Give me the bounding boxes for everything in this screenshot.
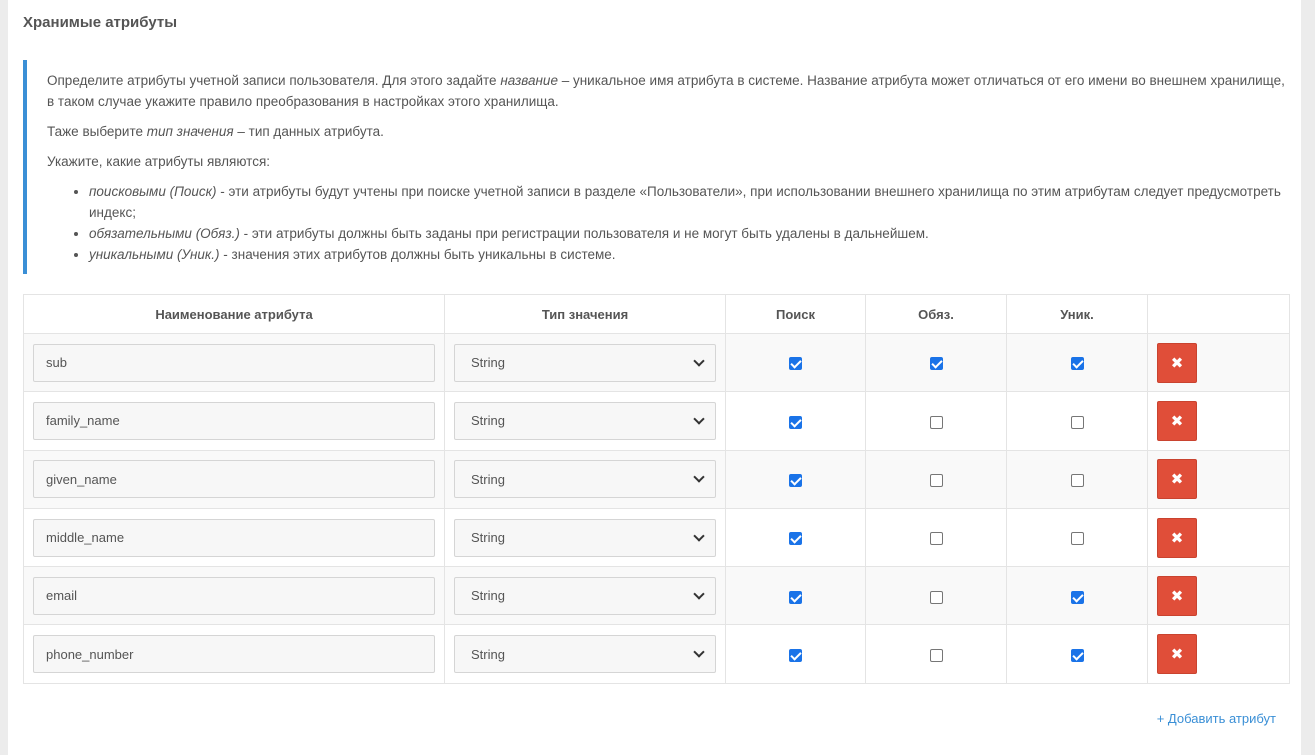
name-cell — [24, 392, 445, 450]
unique-cell — [1007, 508, 1148, 566]
unique-cell — [1007, 567, 1148, 625]
close-icon: ✖ — [1170, 529, 1184, 547]
attribute-name-input[interactable]: email — [33, 577, 435, 615]
chevron-down-icon — [693, 413, 704, 424]
actions-cell — [1148, 625, 1290, 683]
search-checkbox[interactable] — [789, 416, 802, 429]
unique-checkbox[interactable] — [1071, 357, 1084, 370]
name-cell — [24, 334, 445, 392]
value-type-selected: String — [471, 530, 505, 546]
actions-cell — [1148, 450, 1290, 508]
unique-cell — [1007, 625, 1148, 683]
required-checkbox[interactable] — [930, 416, 943, 429]
unique-checkbox[interactable] — [1071, 649, 1084, 662]
panel-title: Хранимые атрибуты — [23, 14, 178, 31]
chevron-down-icon — [693, 588, 704, 599]
delete-attribute-button[interactable] — [1157, 343, 1197, 383]
search-cell — [726, 450, 866, 508]
delete-attribute-button[interactable] — [1157, 634, 1197, 674]
required-checkbox[interactable] — [930, 357, 943, 370]
required-cell — [866, 567, 1007, 625]
search-cell — [726, 392, 866, 450]
value-type-select[interactable] — [454, 344, 716, 382]
chevron-down-icon — [693, 530, 704, 541]
required-cell — [866, 450, 1007, 508]
value-type-select[interactable] — [454, 635, 716, 673]
required-checkbox[interactable] — [930, 649, 943, 662]
unique-checkbox[interactable] — [1071, 532, 1084, 545]
table-row — [24, 334, 1290, 392]
value-type-selected: String — [471, 355, 505, 371]
scrollbar-track[interactable] — [1301, 0, 1315, 755]
type-cell — [445, 450, 726, 508]
actions-cell — [1148, 567, 1290, 625]
search-checkbox[interactable] — [789, 474, 802, 487]
attribute-name-input[interactable]: phone_number — [33, 635, 435, 673]
value-type-select[interactable] — [454, 577, 716, 615]
add-attribute-link[interactable]: + Добавить атрибут — [1156, 711, 1276, 726]
table-row — [24, 625, 1290, 683]
required-cell — [866, 392, 1007, 450]
value-type-select[interactable] — [454, 460, 716, 498]
column-header-required: Обяз. — [866, 295, 1007, 334]
required-cell — [866, 508, 1007, 566]
column-header-name: Наименование атрибута — [24, 295, 445, 334]
table-row — [24, 508, 1290, 566]
chevron-down-icon — [693, 646, 704, 657]
required-checkbox[interactable] — [930, 474, 943, 487]
close-icon: ✖ — [1170, 412, 1184, 430]
column-header-actions — [1148, 295, 1290, 334]
info-paragraph-1: Определите атрибуты учетной записи пользователя. Для этого задайте название – уникальное имя атрибута в системе. Название атрибута может отличаться от его имени во внешнем хранилище, в таком случае укажите правило преобразования в настройках этого хранилища. — [47, 73, 1285, 109]
value-type-selected: String — [471, 588, 505, 604]
search-cell — [726, 625, 866, 683]
attribute-name-input[interactable]: family_name — [33, 402, 435, 440]
stored-attributes-panel — [8, 0, 1301, 755]
column-header-unique: Уник. — [1007, 295, 1148, 334]
chevron-down-icon — [693, 355, 704, 366]
unique-checkbox[interactable] — [1071, 591, 1084, 604]
chevron-down-icon — [693, 472, 704, 483]
search-cell — [726, 508, 866, 566]
search-checkbox[interactable] — [789, 591, 802, 604]
name-cell — [24, 567, 445, 625]
close-icon: ✖ — [1170, 587, 1184, 605]
unique-cell — [1007, 334, 1148, 392]
unique-cell — [1007, 392, 1148, 450]
required-cell — [866, 625, 1007, 683]
type-cell — [445, 567, 726, 625]
delete-attribute-button[interactable] — [1157, 518, 1197, 558]
info-paragraph-3: Укажите, какие атрибуты являются: — [47, 154, 271, 169]
delete-attribute-button[interactable] — [1157, 576, 1197, 616]
type-cell — [445, 334, 726, 392]
info-callout — [23, 60, 1288, 274]
search-cell — [726, 334, 866, 392]
unique-cell — [1007, 450, 1148, 508]
info-list — [89, 181, 1288, 265]
name-cell — [24, 508, 445, 566]
attribute-name-input[interactable]: middle_name — [33, 519, 435, 557]
type-cell — [445, 508, 726, 566]
column-header-type: Тип значения — [445, 295, 726, 334]
search-cell — [726, 567, 866, 625]
delete-attribute-button[interactable] — [1157, 459, 1197, 499]
table-row — [24, 567, 1290, 625]
attributes-table — [23, 294, 1290, 684]
table-header-row — [24, 295, 1290, 334]
search-checkbox[interactable] — [789, 532, 802, 545]
search-checkbox[interactable] — [789, 649, 802, 662]
actions-cell — [1148, 392, 1290, 450]
name-cell — [24, 450, 445, 508]
value-type-selected: String — [471, 413, 505, 429]
unique-checkbox[interactable] — [1071, 474, 1084, 487]
type-cell — [445, 625, 726, 683]
required-checkbox[interactable] — [930, 532, 943, 545]
actions-cell — [1148, 334, 1290, 392]
close-icon: ✖ — [1170, 471, 1184, 489]
type-cell — [445, 392, 726, 450]
value-type-selected: String — [471, 471, 505, 487]
close-icon: ✖ — [1170, 646, 1184, 664]
info-paragraph-2: Таже выберите тип значения – тип данных атрибута. — [47, 124, 384, 139]
info-list-item: • поисковыми (Поиск) - эти атрибуты будут учтены при поиске учетной записи в разделе «Пользователи», при использовании внешнего хранилища по этим атрибутам следует предусмотреть индекс; — [89, 181, 1288, 223]
unique-checkbox[interactable] — [1071, 416, 1084, 429]
value-type-selected: String — [471, 646, 505, 662]
table-row — [24, 392, 1290, 450]
required-cell — [866, 334, 1007, 392]
value-type-select[interactable] — [454, 402, 716, 440]
value-type-select[interactable] — [454, 519, 716, 557]
search-checkbox[interactable] — [789, 357, 802, 370]
name-cell — [24, 625, 445, 683]
info-list-item: • обязательными (Обяз.) - эти атрибуты должны быть заданы при регистрации пользователя и не могут быть удалены в дальнейшем. — [89, 223, 1288, 244]
table-row — [24, 450, 1290, 508]
required-checkbox[interactable] — [930, 591, 943, 604]
info-list-item: • уникальными (Уник.) - значения этих атрибутов должны быть уникальны в системе. — [89, 244, 1288, 265]
attribute-name-input[interactable]: sub — [33, 344, 435, 382]
delete-attribute-button[interactable] — [1157, 401, 1197, 441]
close-icon: ✖ — [1170, 354, 1184, 372]
actions-cell — [1148, 508, 1290, 566]
attribute-name-input[interactable]: given_name — [33, 460, 435, 498]
column-header-search: Поиск — [726, 295, 866, 334]
